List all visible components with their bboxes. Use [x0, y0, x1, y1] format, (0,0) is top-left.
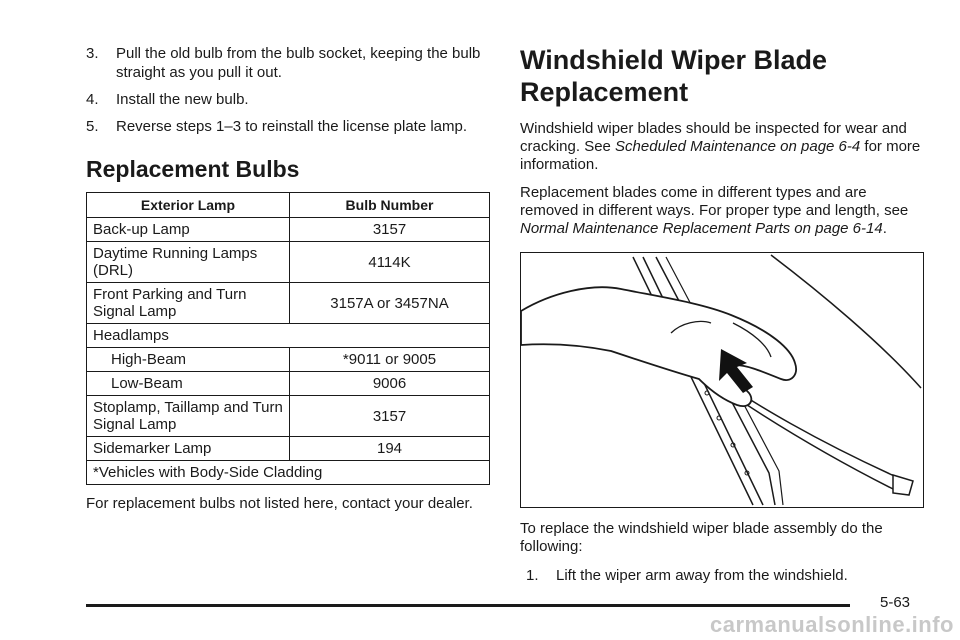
lamp-cell: Daytime Running Lamps (DRL) [87, 242, 290, 283]
table-footnote: *Vehicles with Body-Side Cladding [87, 461, 490, 485]
step-item: 3. Pull the old bulb from the bulb socket, keeping the bulb straight as you pull it out. [86, 45, 481, 81]
column-header: Exterior Lamp [87, 193, 290, 218]
table-row [87, 283, 490, 324]
table-row [87, 372, 490, 396]
table-row [87, 461, 490, 485]
left-column [86, 0, 490, 513]
step-item: 4. Install the new bulb. [86, 91, 249, 108]
cross-reference-link[interactable]: Scheduled Maintenance on page 6-4 [615, 138, 861, 155]
cross-reference-link[interactable]: Normal Maintenance Replacement Parts on page 6-14 [520, 220, 883, 237]
replacement-bulbs-heading: Replacement Bulbs [86, 156, 300, 182]
lamp-cell: High-Beam [87, 348, 290, 372]
table-row [87, 348, 490, 372]
bulb-table [86, 192, 490, 485]
step-item: 5. Reverse steps 1–3 to reinstall the license plate lamp. [86, 118, 468, 135]
watermark: carmanualsonline.info [710, 612, 954, 637]
table-row [87, 396, 490, 437]
blade-end-clip [893, 475, 913, 495]
table-row [87, 242, 490, 283]
lamp-cell: Stoplamp, Taillamp and Turn Signal Lamp [87, 396, 290, 437]
inspection-paragraph: Windshield wiper blades should be inspected for wear and cracking. See Scheduled Maintenance on page 6-4 for more information. [520, 120, 921, 173]
wiper-heading: Windshield Wiper Blade Replacement [520, 45, 828, 107]
wiper-illustration [520, 252, 924, 508]
hand-illustration [521, 287, 796, 406]
procedure-intro: To replace the windshield wiper blade assembly do the following: [520, 520, 883, 555]
lamp-cell: Front Parking and Turn Signal Lamp [87, 283, 290, 324]
license-lamp-steps [86, 44, 490, 136]
blade-types-paragraph: Replacement blades come in different types and are removed in different ways. For proper type and length, see Normal Maintenance Replacement Parts on page 6-14. [520, 184, 909, 237]
bulb-cell: 9006 [290, 372, 490, 396]
bulb-cell: 3157 [290, 396, 490, 437]
column-header: Bulb Number [290, 193, 490, 218]
table-row [87, 324, 490, 348]
table-row [87, 437, 490, 461]
right-column [520, 0, 924, 585]
bulb-cell: 4114K [290, 242, 490, 283]
bulb-cell: 3157A or 3457NA [290, 283, 490, 324]
bulb-cell: 194 [290, 437, 490, 461]
footer-rule [86, 604, 850, 607]
page-number: 5-63 [880, 594, 911, 611]
lamp-cell: Sidemarker Lamp [87, 437, 290, 461]
closing-paragraph: For replacement bulbs not listed here, contact your dealer. [86, 495, 473, 512]
lamp-group-cell: Headlamps [87, 324, 490, 348]
wiper-blade-drawing [521, 253, 923, 507]
table-header-row [87, 193, 490, 218]
step-item: 1. Lift the wiper arm away from the windshield. [526, 567, 848, 584]
lamp-cell: Low-Beam [87, 372, 290, 396]
wiper-steps [520, 566, 924, 585]
table-row [87, 218, 490, 242]
bulb-cell: *9011 or 9005 [290, 348, 490, 372]
bulb-cell: 3157 [290, 218, 490, 242]
lamp-cell: Back-up Lamp [87, 218, 290, 242]
